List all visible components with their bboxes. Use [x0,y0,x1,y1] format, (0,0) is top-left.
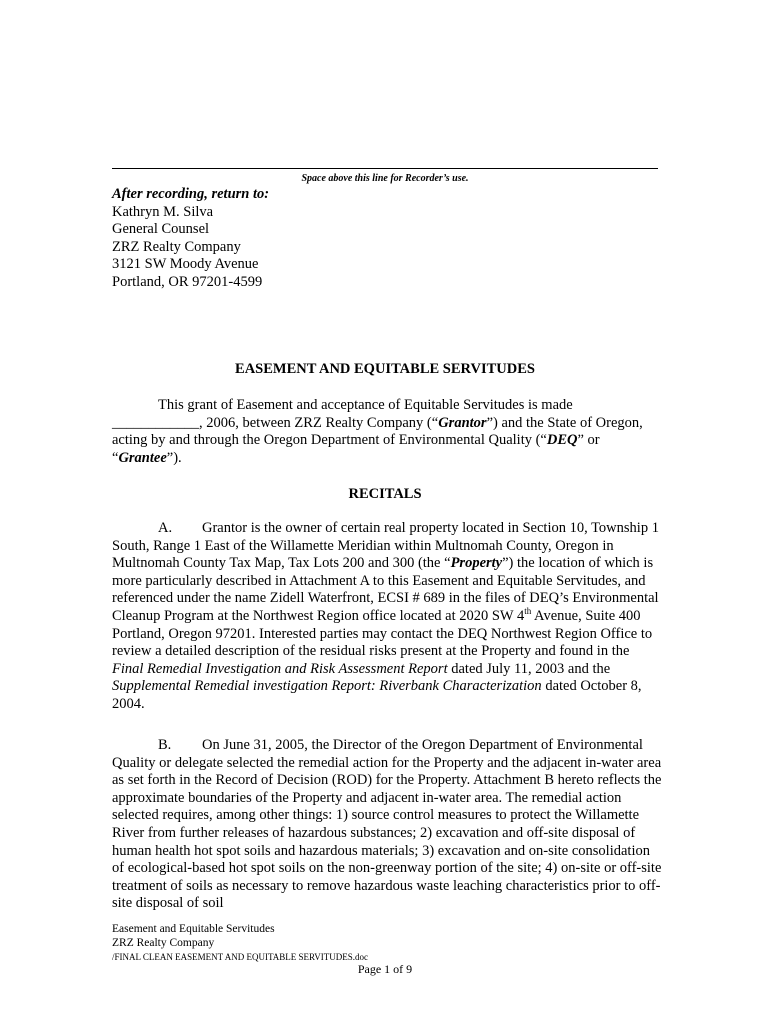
grantor-term: Grantor [438,414,487,431]
grantee-term: Grantee [118,449,167,466]
footer-filename: /FINAL CLEAN EASEMENT AND EQUITABLE SERVITUDES.doc [112,952,369,962]
intro-text: This grant of Easement and acceptance of Equitable Servitudes is made ____________, 2006, between ZRZ Realty Company (“ [112,397,573,431]
deq-term: DEQ [546,432,578,449]
intro-text: ”). [166,449,182,466]
intro-text: ”) and the State of Oregon, acting by and through the Oregon Department of Environmental Quality (“ [112,414,643,449]
recital-text: Avenue, Suite 400 Portland, Oregon 97201. Interested parties may contact the DEQ Northwest Region Office to review a detailed description of the residual risks present at the Property and found in the [112,607,653,660]
report-title: Final Remedial Investigation and Risk Assessment Report [112,660,448,677]
page-footer [112,922,368,964]
page-number: Page 1 of 9 [357,962,413,976]
recital-a-paragraph [112,520,662,714]
recitals-heading: RECITALS [348,486,422,502]
document-title: EASEMENT AND EQUITABLE SERVITUDES [235,361,535,377]
recital-b-label: B. [158,737,172,753]
ordinal-suffix: th [524,606,532,617]
recital-text: ”) the location of which is more particularly described in Attachment A to this Easement and Equitable Servitudes, and referenced under the name Zidell Waterfront, ECSI # 689 in the files of DEQ’s Environmental Cleanup Program at the Northwest Region office located at 2020 SW 4 [112,555,659,624]
intro-text: ” or “ [112,432,600,466]
property-term: Property [450,555,503,572]
return-line: ZRZ Realty Company [112,238,241,255]
recital-text: On June 31, 2005, the Director of the Oregon Department of Environmental Quality or delegate selected the remedial action for the Property and the adjacent in-water area as set forth in the Record of Decision (ROD) for the Property. Attachment B hereto reflects the approximate boundaries of the Property and adjacent in-water area. The remedial action selected requires, among other things: 1) source control measures to protect the Willamette River from further releases of hazardous substances; 2) excavation and off-site disposal of human health hot spot soils and hazardous materials; 3) excavation and on-site consolidation of ecological-based hot spot soils on the non-greenway portion of the site; 4) on-site or off-site treatment of soils as necessary to remove hazardous waste leaching characteristics prior to off-site disposal of soil [112,737,662,912]
return-line: General Counsel [112,221,210,237]
intro-paragraph [112,397,662,467]
recital-a-label: A. [158,520,173,536]
return-line: Kathryn M. Silva [112,203,214,220]
recital-text: dated October 8, 2004. [112,678,642,712]
recital-text: dated July 11, 2003 and the [447,660,611,677]
recital-text: Grantor is the owner of certain real property located in Section 10, Township 1 South, Range 1 East of the Willamette Meridian within Multnomah County, Oregon in Multnomah County Tax Map, Tax Lots 200 and 300 (the “ [112,520,659,572]
footer-company: ZRZ Realty Company [112,937,215,949]
return-heading: After recording, return to: [112,186,270,202]
return-line: Portland, OR 97201-4599 [112,273,263,290]
report-title: Supplemental Remedial investigation Report: Riverbank Characterization [112,678,542,695]
recorder-divider-line [112,168,658,169]
recital-b-paragraph [112,737,662,913]
recorder-note: Space above this line for Recorder’s use. [301,173,469,184]
return-line: 3121 SW Moody Avenue [112,256,259,272]
return-address-block [112,186,269,291]
footer-doc-title: Easement and Equitable Servitudes [112,923,275,935]
